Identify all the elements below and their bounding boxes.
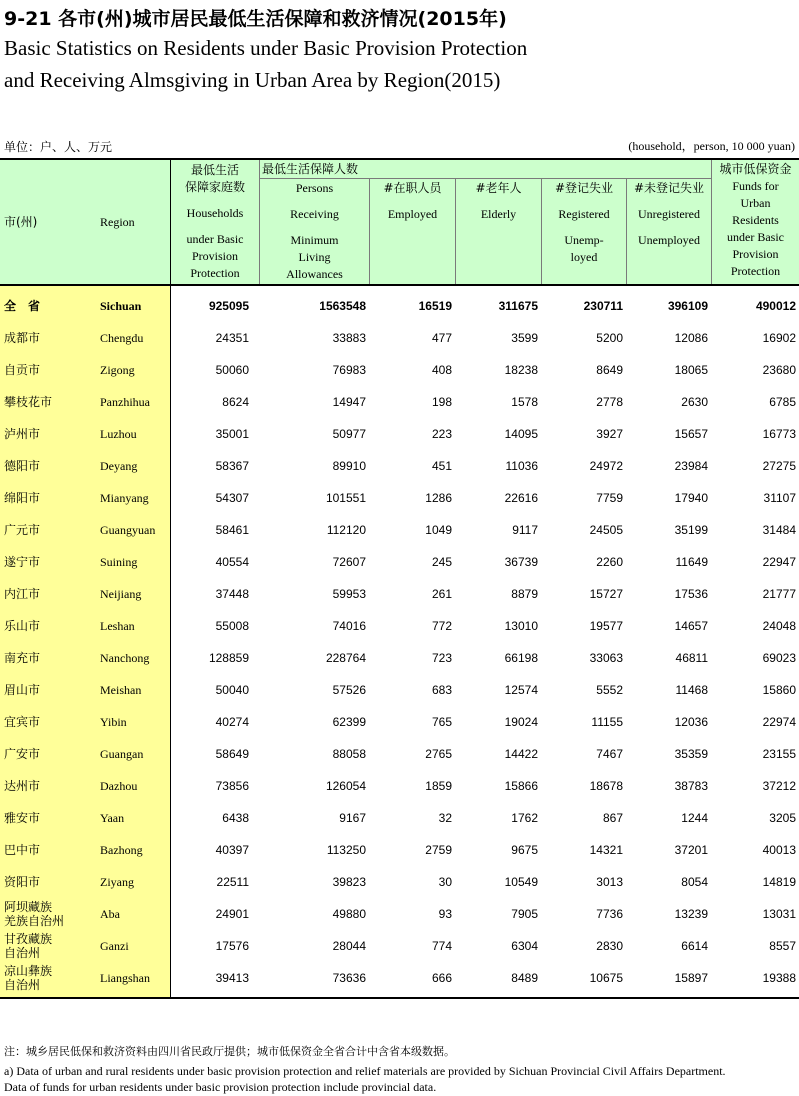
region-name-cn: 自贡市 [4, 363, 41, 377]
table-cell: 22511 [216, 875, 249, 889]
region-name-en: Zigong [100, 362, 135, 377]
table-cell: 55008 [215, 619, 249, 633]
region-name-en: Yibin [100, 714, 127, 729]
table-cell: 31107 [763, 491, 796, 505]
table-cell: 925095 [208, 299, 249, 313]
table-cell: 311675 [498, 299, 538, 313]
table-row [0, 290, 799, 322]
table-cell: 73636 [332, 971, 366, 985]
table-cell: 2260 [596, 555, 623, 569]
region-name-cn: 绵阳市 [4, 491, 41, 505]
table-row [0, 546, 799, 578]
table-cell: 2759 [425, 843, 452, 857]
table-cell: 11649 [675, 555, 708, 569]
table-cell: 12036 [674, 715, 708, 729]
region-name-en: Dazhou [100, 778, 138, 793]
table-cell: 24972 [589, 459, 623, 473]
table-cell: 15727 [589, 587, 623, 601]
table-cell: 3013 [596, 875, 623, 889]
table-cell: 16902 [762, 331, 796, 345]
table-cell: 9167 [339, 811, 366, 825]
table-cell: 451 [431, 459, 452, 473]
table-cell: 24901 [215, 907, 249, 921]
table-cell: 69023 [762, 651, 796, 665]
table-cell: 36739 [504, 555, 538, 569]
table-cell: 1286 [425, 491, 452, 505]
table-cell: 19024 [504, 715, 538, 729]
table-cell: 396109 [667, 299, 708, 313]
table-cell: 38783 [674, 779, 708, 793]
table-cell: 7759 [596, 491, 623, 505]
table-cell: 2830 [596, 939, 623, 953]
table-cell: 24351 [215, 331, 249, 345]
table-cell: 9117 [512, 523, 538, 537]
region-name-en: Bazhong [100, 842, 143, 857]
region-name-en: Nanchong [100, 650, 150, 665]
table-cell: 66198 [504, 651, 538, 665]
page-title: 9-21 各市(州)城市居民最低生活保障和救济情况(2015年) [4, 8, 507, 30]
table-cell: 8489 [511, 971, 538, 985]
table-cell: 37201 [674, 843, 708, 857]
table-cell: 50040 [215, 683, 249, 697]
table-cell: 31484 [762, 523, 796, 537]
table-cell: 683 [431, 683, 452, 697]
header-city: 市(州) [4, 215, 38, 229]
table-cell: 22974 [762, 715, 796, 729]
table-cell: 10549 [504, 875, 538, 889]
header-region: Region [100, 215, 135, 229]
table-cell: 13010 [504, 619, 538, 633]
table-row [0, 898, 799, 930]
table-cell: 6785 [769, 395, 796, 409]
table-cell: 18065 [674, 363, 708, 377]
table-cell: 14947 [332, 395, 366, 409]
table-cell: 223 [431, 427, 452, 441]
table-cell: 58461 [215, 523, 249, 537]
header-funds: 城市低保资金 Funds for Urban Residents under Basic Provision Protection [719, 162, 792, 278]
table-cell: 12086 [674, 331, 708, 345]
table-row [0, 674, 799, 706]
table-cell: 40274 [215, 715, 249, 729]
table-cell: 772 [431, 619, 452, 633]
table-cell: 6438 [222, 811, 249, 825]
table-cell: 19388 [762, 971, 796, 985]
table-cell: 30 [438, 875, 452, 889]
table-cell: 11036 [505, 459, 538, 473]
table-cell: 88058 [332, 747, 366, 761]
table-cell: 15860 [762, 683, 796, 697]
region-name-en: Suining [100, 554, 138, 569]
table-row [0, 450, 799, 482]
table-cell: 23155 [762, 747, 796, 761]
table-cell: 35359 [674, 747, 708, 761]
table-cell: 14657 [674, 619, 708, 633]
region-name-cn: 甘孜藏族 自治州 [4, 932, 53, 960]
table-cell: 14321 [589, 843, 623, 857]
region-name-cn: 阿坝藏族 羌族自治州 [4, 900, 65, 928]
region-name-en: Yaan [100, 810, 125, 825]
table-cell: 5200 [596, 331, 623, 345]
table-row [0, 578, 799, 610]
table-cell: 128859 [208, 651, 249, 665]
table-cell: 9675 [511, 843, 538, 857]
table-cell: 62399 [332, 715, 366, 729]
table-row [0, 514, 799, 546]
header-employed: #在职人员 Employed [383, 181, 442, 221]
table-cell: 3599 [511, 331, 538, 345]
table-cell: 12574 [504, 683, 538, 697]
table-cell: 93 [438, 907, 452, 921]
persons-group-rule [259, 178, 711, 179]
unit-label-en: (household，person, 10 000 yuan) [628, 139, 795, 153]
region-name-cn: 泸州市 [4, 427, 41, 441]
region-name-cn: 凉山彝族 自治州 [4, 964, 53, 992]
region-name-en: Ganzi [100, 938, 129, 953]
header-persons: Persons Receiving Minimum Living Allowances [286, 181, 343, 281]
table-cell: 23984 [674, 459, 708, 473]
table-cell: 8054 [681, 875, 708, 889]
table-cell: 15657 [674, 427, 708, 441]
table-cell: 76983 [332, 363, 366, 377]
table-cell: 54307 [215, 491, 249, 505]
table-bottom-rule [0, 997, 799, 999]
table-row [0, 322, 799, 354]
header-unregistered-unemployed: #未登记失业 Unregistered Unemployed [633, 181, 705, 247]
table-cell: 18678 [589, 779, 623, 793]
region-name-en: Chengdu [100, 330, 144, 345]
region-name-en: Sichuan [100, 298, 142, 313]
table-cell: 2765 [425, 747, 452, 761]
table-cell: 8879 [511, 587, 538, 601]
table-row [0, 770, 799, 802]
table-cell: 40397 [215, 843, 249, 857]
table-cell: 33063 [589, 651, 623, 665]
table-cell: 408 [431, 363, 452, 377]
table-cell: 35001 [215, 427, 249, 441]
table-row [0, 386, 799, 418]
footnote-cn: 注：城乡居民低保和救济资料由四川省民政厅提供；城市低保资金全省合计中含省本级数据。 [4, 1045, 455, 1058]
table-cell: 666 [431, 971, 452, 985]
table-cell: 6304 [511, 939, 538, 953]
region-name-en: Meishan [100, 682, 142, 697]
table-cell: 112120 [326, 523, 366, 537]
table-cell: 32 [438, 811, 452, 825]
table-cell: 228764 [325, 651, 366, 665]
region-name-cn: 内江市 [4, 587, 41, 601]
region-name-cn: 资阳市 [4, 875, 41, 889]
table-row [0, 610, 799, 642]
table-cell: 23680 [762, 363, 796, 377]
table-cell: 2778 [596, 395, 623, 409]
region-name-cn: 遂宁市 [4, 555, 41, 569]
table-cell: 765 [431, 715, 452, 729]
region-name-cn: 攀枝花市 [4, 395, 53, 409]
region-name-en: Leshan [100, 618, 135, 633]
table-cell: 22947 [762, 555, 796, 569]
region-name-cn: 乐山市 [4, 619, 41, 633]
region-name-cn: 德阳市 [4, 459, 41, 473]
region-name-en: Luzhou [100, 426, 137, 441]
region-name-cn: 成都市 [4, 331, 41, 345]
region-name-cn: 全 省 [4, 299, 41, 313]
table-cell: 89910 [332, 459, 366, 473]
table-cell: 245 [431, 555, 452, 569]
table-cell: 14819 [762, 875, 796, 889]
region-name-en: Mianyang [100, 490, 149, 505]
table-cell: 37212 [762, 779, 796, 793]
region-name-cn: 南充市 [4, 651, 41, 665]
region-name-en: Ziyang [100, 874, 134, 889]
header-persons-group: 最低生活保障人数 [262, 162, 359, 176]
table-cell: 3927 [596, 427, 623, 441]
table-cell: 8649 [596, 363, 623, 377]
table-cell: 6614 [681, 939, 708, 953]
table-top-rule [0, 158, 799, 160]
table-cell: 1762 [511, 811, 538, 825]
table-cell: 40013 [762, 843, 796, 857]
table-cell: 774 [431, 939, 452, 953]
table-cell: 261 [431, 587, 452, 601]
table-cell: 7736 [596, 907, 623, 921]
table-cell: 22616 [504, 491, 538, 505]
table-cell: 27275 [762, 459, 796, 473]
table-cell: 198 [431, 395, 452, 409]
table-cell: 14095 [504, 427, 538, 441]
table-cell: 5552 [596, 683, 623, 697]
header-elderly: #老年人 Elderly [475, 181, 522, 221]
table-cell: 18238 [504, 363, 538, 377]
region-name-en: Liangshan [100, 970, 150, 985]
table-cell: 3205 [769, 811, 796, 825]
header-bottom-rule [0, 284, 799, 286]
table-row [0, 866, 799, 898]
region-name-en: Aba [100, 906, 120, 921]
table-cell: 15866 [504, 779, 538, 793]
table-cell: 490012 [755, 299, 796, 313]
table-row [0, 738, 799, 770]
region-name-cn: 巴中市 [4, 843, 41, 857]
table-cell: 73856 [215, 779, 249, 793]
table-cell: 13239 [674, 907, 708, 921]
table-cell: 1859 [425, 779, 452, 793]
header-households: 最低生活 保障家庭数 Households under Basic Provision Protection [184, 163, 245, 280]
table-cell: 16773 [762, 427, 796, 441]
region-name-en: Deyang [100, 458, 138, 473]
region-name-en: Guangan [100, 746, 144, 761]
table-row [0, 802, 799, 834]
table-cell: 723 [431, 651, 452, 665]
table-cell: 40554 [215, 555, 249, 569]
table-cell: 24048 [762, 619, 796, 633]
region-name-cn: 雅安市 [4, 811, 41, 825]
table-row [0, 642, 799, 674]
region-name-en: Panzhihua [100, 394, 150, 409]
table-cell: 1563548 [319, 299, 366, 313]
region-name-cn: 宜宾市 [4, 715, 41, 729]
footnote-en-line-1: a) Data of urban and rural residents under basic provision protection and relief materials are provided by Sichuan Provincial Civil Affairs Department. [4, 1064, 726, 1078]
table-cell: 13031 [762, 907, 796, 921]
table-cell: 7467 [596, 747, 623, 761]
table-cell: 58649 [215, 747, 249, 761]
table-cell: 1049 [425, 523, 452, 537]
table-cell: 17576 [215, 939, 249, 953]
table-cell: 8557 [769, 939, 796, 953]
unit-label: 单位：户、人、万元 [4, 140, 113, 154]
table-cell: 101551 [325, 491, 366, 505]
table-cell: 15897 [674, 971, 708, 985]
table-cell: 10675 [589, 971, 623, 985]
table-cell: 21777 [762, 587, 796, 601]
table-cell: 49880 [332, 907, 366, 921]
table-cell: 59953 [332, 587, 366, 601]
table-cell: 2630 [681, 395, 708, 409]
region-name-en: Neijiang [100, 586, 142, 601]
table-cell: 28044 [332, 939, 366, 953]
table-cell: 17940 [674, 491, 708, 505]
table-row [0, 834, 799, 866]
table-row [0, 418, 799, 450]
page-title-en-line-2: and Receiving Almsgiving in Urban Area by Region(2015) [4, 68, 501, 92]
header-registered-unemployed: #登记失业 Registered Unemp- loyed [554, 181, 614, 264]
region-name-cn: 眉山市 [4, 683, 41, 697]
region-name-en: Guangyuan [100, 522, 156, 537]
table-cell: 19577 [589, 619, 623, 633]
table-cell: 57526 [332, 683, 366, 697]
table-cell: 8624 [222, 395, 249, 409]
region-name-cn: 广安市 [4, 747, 41, 761]
table-cell: 35199 [674, 523, 708, 537]
table-cell: 72607 [332, 555, 366, 569]
table-cell: 24505 [589, 523, 623, 537]
region-name-cn: 广元市 [4, 523, 41, 537]
table-cell: 50977 [332, 427, 366, 441]
table-cell: 11468 [675, 683, 708, 697]
table-cell: 7905 [511, 907, 538, 921]
page-title-en-line-1: Basic Statistics on Residents under Basic Provision Protection [4, 36, 528, 60]
table-cell: 867 [602, 811, 623, 825]
table-cell: 477 [431, 331, 452, 345]
table-cell: 16519 [418, 299, 452, 313]
table-cell: 33883 [332, 331, 366, 345]
table-row [0, 706, 799, 738]
table-cell: 39413 [215, 971, 249, 985]
table-cell: 37448 [215, 587, 249, 601]
region-name-cn: 达州市 [4, 779, 41, 793]
table-row [0, 482, 799, 514]
table-cell: 230711 [583, 299, 623, 313]
table-cell: 14422 [504, 747, 538, 761]
table-row [0, 930, 799, 962]
table-cell: 126054 [325, 779, 366, 793]
table-cell: 50060 [215, 363, 249, 377]
table-cell: 1244 [681, 811, 708, 825]
table-cell: 1578 [511, 395, 538, 409]
table-cell: 39823 [332, 875, 366, 889]
table-row [0, 354, 799, 386]
footnote-en-line-2: Data of funds for urban residents under basic provision protection include provincial data. [4, 1080, 437, 1094]
table-row [0, 962, 799, 994]
table-cell: 58367 [215, 459, 249, 473]
table-cell: 11155 [591, 715, 623, 729]
table-cell: 46811 [675, 651, 708, 665]
table-cell: 113250 [326, 843, 366, 857]
table-cell: 74016 [332, 619, 366, 633]
table-cell: 17536 [674, 587, 708, 601]
